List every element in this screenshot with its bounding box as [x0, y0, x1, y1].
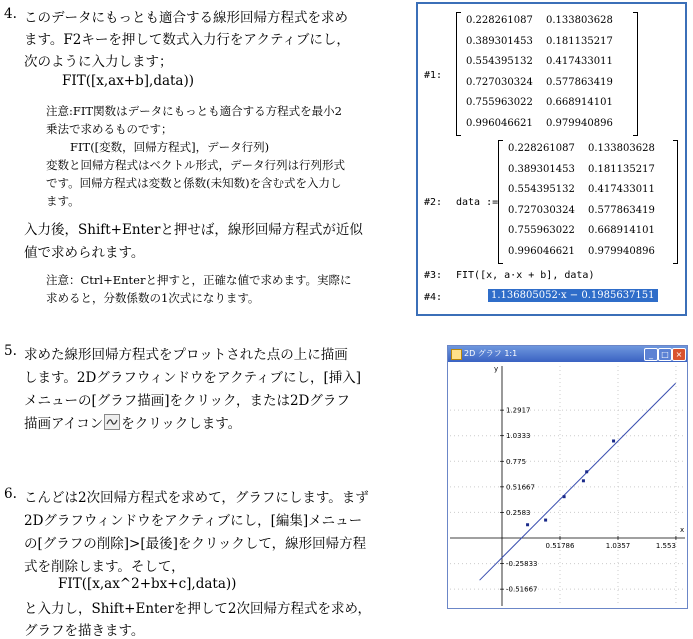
y-tick-label: 1.0333	[506, 432, 531, 441]
matrix1-left-bracket	[456, 12, 461, 136]
step5-line2: します。2Dグラフウィンドウをアクティブにし，[挿入]	[24, 370, 362, 386]
step4-note5: です。回帰方程式は変数と係数(未知数)を含む式を入力し	[46, 176, 342, 190]
data-point	[582, 479, 585, 482]
x-tick-label: 1.553	[655, 542, 676, 550]
step4-caution1: 注意：Ctrl+Enterと押すと，正確な値で求めます。実際に	[46, 273, 352, 287]
matrix-cell: 0.389301453	[466, 35, 533, 47]
step5-line3: メニューの[グラフ描画]をクリック，または2Dグラフ	[24, 393, 350, 409]
expr-label-1: #1:	[424, 70, 443, 81]
y-tick-label: -0.51667	[506, 585, 538, 594]
matrix2-right-bracket	[673, 140, 678, 264]
step6-line5: と入力し，Shift+Enterを押して2次回帰方程式を求め，	[24, 601, 371, 617]
step6-line1: こんどは2次回帰方程式を求めて，グラフにします。まず	[24, 490, 369, 506]
matrix-cell: 0.668914101	[546, 97, 613, 108]
y-tick-label: 0.51667	[506, 483, 535, 492]
x-tick-label: 0.51786	[545, 542, 575, 550]
step5-line4	[24, 412, 241, 432]
step4-para2: 値で求められます。	[24, 245, 145, 261]
step4-note1: 注意:FIT関数はデータにもっとも適合する方程式を最小2	[46, 104, 342, 118]
expr-label-2: #2:	[424, 197, 443, 208]
data-point	[544, 519, 547, 522]
step4-note2: 乗法で求めるものです；	[46, 122, 173, 136]
algebra-window[interactable]	[416, 2, 687, 316]
matrix-cell: 0.181135217	[588, 163, 655, 175]
step4-para1: 入力後，Shift+Enterと押せば，線形回帰方程式が近似	[24, 222, 363, 238]
matrix-cell: 0.417433011	[588, 184, 655, 195]
fit-expression[interactable]: FIT([x, a·x + b], data)	[456, 270, 595, 281]
matrix-cell: 0.996046621	[508, 245, 575, 257]
matrix-cell: 0.133803628	[588, 143, 655, 154]
y-tick-label: -0.25833	[506, 560, 538, 569]
matrix-cell: 0.979940896	[546, 117, 613, 129]
data-point	[526, 523, 529, 526]
matrix-cell: 0.389301453	[508, 163, 575, 175]
matrix-cell: 0.181135217	[546, 35, 613, 47]
matrix-cell: 0.668914101	[588, 225, 655, 236]
result-expression[interactable]: 1.136805052·x − 0.1985637151	[488, 289, 658, 302]
matrix-cell: 0.577863419	[588, 204, 655, 216]
step4-caution2: 求めると，分数係数の1次式になります。	[46, 291, 260, 305]
x-tick-label: 1.0357	[605, 542, 631, 550]
y-tick-label: 0.2583	[506, 508, 531, 517]
maximize-icon[interactable]: □	[658, 348, 672, 361]
graph-app-icon	[451, 349, 462, 360]
expr-label-4: #4:	[424, 292, 443, 303]
matrix-cell: 0.979940896	[588, 245, 655, 257]
matrix-cell: 0.755963022	[508, 225, 575, 236]
step6-line6: グラフを描きます。	[24, 623, 145, 639]
minimize-icon[interactable]: _	[644, 348, 658, 361]
x-axis-label: x	[680, 526, 685, 534]
step4-note4: 変数と回帰方程式はベクトル形式，データ行列は行列形式	[46, 158, 345, 172]
matrix-cell: 0.554395132	[466, 56, 533, 67]
data-point	[563, 495, 566, 498]
graph-title: 2D グラフ 1:1	[464, 349, 518, 358]
step6-number: 6.	[4, 486, 17, 502]
graph-plot-area[interactable]	[448, 362, 687, 608]
matrix-cell: 0.577863419	[546, 76, 613, 88]
step5-number: 5.	[4, 343, 17, 359]
step4-formula: FIT([x,ax+b],data))	[62, 73, 195, 89]
step4-line3: 次のように入力します；	[24, 54, 173, 70]
data-assign: data :=	[456, 197, 499, 208]
step4-number: 4.	[4, 6, 17, 22]
step5-line1: 求めた線形回帰方程式をプロットされた点の上に描画	[24, 347, 348, 363]
expr-label-3: #3:	[424, 270, 443, 281]
step4-note3: FIT([変数，回帰方程式]，データ行列)	[70, 140, 270, 154]
y-axis-label: y	[494, 365, 499, 373]
matrix-cell: 0.228261087	[508, 143, 575, 154]
matrix-cell: 0.755963022	[466, 97, 533, 108]
matrix-cell: 0.727030324	[508, 204, 575, 216]
step6-line2: 2Dグラフウィンドウをアクティブにし，[編集]メニュー	[24, 513, 363, 529]
matrix2-left-bracket	[498, 140, 503, 264]
step5-line4-start: 描画アイコン	[24, 416, 104, 432]
matrix-cell: 0.727030324	[466, 76, 533, 88]
y-tick-label: 1.2917	[506, 406, 531, 415]
plot-icon[interactable]	[104, 414, 120, 430]
matrix-cell: 0.133803628	[546, 15, 613, 26]
close-icon[interactable]: ×	[672, 348, 686, 361]
y-tick-label: 0.775	[506, 457, 527, 466]
matrix-cell: 0.228261087	[466, 15, 533, 26]
step4-note6: ます。	[46, 194, 80, 208]
matrix-cell: 0.417433011	[546, 56, 613, 67]
matrix-cell: 0.996046621	[466, 117, 533, 129]
step4-line1: このデータにもっとも適合する線形回帰方程式を求め	[24, 10, 348, 26]
step5-line4-end: をクリックします。	[121, 416, 242, 432]
graph-titlebar[interactable]	[448, 346, 687, 362]
graph-window[interactable]	[447, 345, 688, 609]
data-point	[585, 470, 588, 473]
step6-line3: の[グラフの削除]>[最後]をクリックして，線形回帰方程	[24, 536, 367, 552]
matrix1-right-bracket	[633, 12, 638, 136]
step4-line2: ます。F2キーを押して数式入力行をアクティブにし，	[24, 32, 350, 48]
data-point	[612, 439, 615, 442]
step6-formula: FIT([x,ax^2+bx+c],data))	[58, 576, 237, 592]
matrix-cell: 0.554395132	[508, 184, 575, 195]
step6-line4: 式を削除します。そして，	[24, 559, 185, 575]
